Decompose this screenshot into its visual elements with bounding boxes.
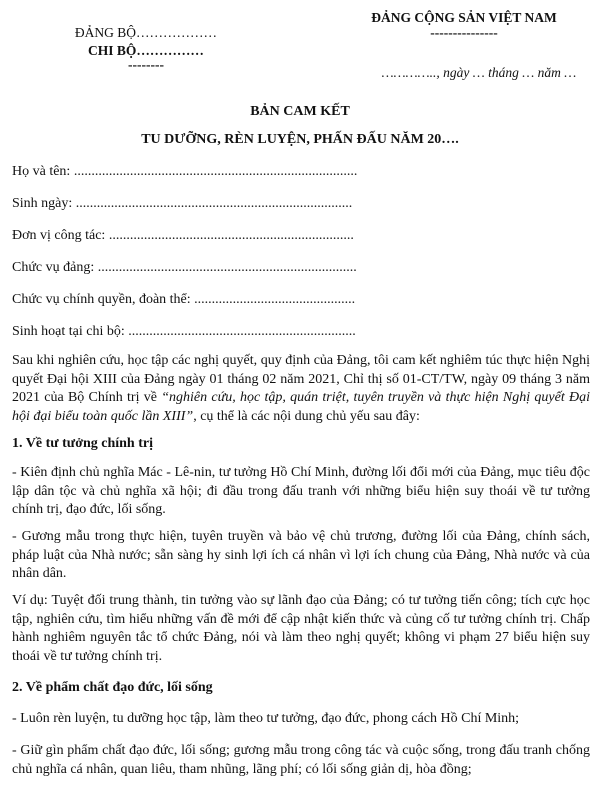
header-right-divider: ---------------: [430, 25, 498, 40]
field-full-name: Họ và tên: .................................................................................: [12, 164, 358, 179]
field-party-position: Chức vụ đảng: ..........................................................................: [12, 260, 357, 275]
header-left-divider: --------: [128, 57, 164, 72]
document-title: BẢN CAM KẾT: [250, 104, 350, 119]
section-2-heading: 2. Về phẩm chất đạo đức, lối sống: [12, 680, 213, 695]
section-1-heading: 1. Về tư tưởng chính trị: [12, 436, 153, 451]
intro-text-after: , cụ thể là các nội dung chủ yếu sau đây:: [193, 408, 420, 424]
field-work-unit: Đơn vị công tác: ......................................................................: [12, 228, 354, 243]
party-name: ĐẢNG CỘNG SẢN VIỆT NAM: [371, 10, 557, 25]
field-cell-membership: Sinh hoạt tại chi bộ: .................................................................: [12, 324, 356, 339]
party-cell-line: CHI BỘ……………: [88, 43, 204, 58]
field-date-of-birth: Sinh ngày: ...............................................................................: [12, 196, 353, 211]
section-2-paragraph-2: - Giữ gìn phẩm chất đạo đức, lối sống; gương mẫu trong công tác và cuộc sống, trong đấu tranh chống chủ nghĩa cá nhân, quan liêu, tham nhũng, lãng phí; có lối sống giản dị, hòa đồng;: [12, 743, 590, 777]
section-1-paragraph-2: - Gương mẫu trong thực hiện, tuyên truyền và bảo vệ chủ trương, đường lối của Đảng, chính sách, pháp luật của Nhà nước; sẵn sàng hy sinh lợi ích cá nhân vì lợi ích chung của Đảng, Nhà nước và của nhân dân.: [12, 529, 590, 581]
intro-paragraph: [12, 352, 590, 426]
party-committee-line: ĐẢNG BỘ………………: [74, 25, 218, 40]
section-1-example-paragraph: Ví dụ: Tuyệt đối trung thành, tin tưởng vào sự lãnh đạo của Đảng; có tư tưởng tiến công; tích cực học tập, nghiên cứu, tìm hiểu những vấn đề mới để cập nhật kiến thức và củng cố tư tưởng chính trị. Chấp hành nghiêm nguyên tắc tổ chức Đảng, nói và làm theo nghị quyết; không vi phạm 27 biểu hiện suy thoái về tư tưởng chính trị.: [12, 593, 590, 664]
document-subtitle: TU DƯỠNG, RÈN LUYỆN, PHẤN ĐẤU NĂM 20….: [141, 132, 459, 147]
intro-text-before: Sau khi nghiên cứu, học tập các nghị quyết, quy định của Đảng, tôi cam kết nghiêm túc thực hiện Nghị quyết Đại hội XIII của Đảng ngày 01 tháng 02 năm 2021, Chỉ thị số 01-CT/TW, ngày 09 tháng 3 năm 2021 của Bộ Chính trị về: [12, 353, 590, 405]
intro-directive-title: “nghiên cứu, học tập, quán triệt, tuyên truyền và thực hiện Nghị quyết Đại hội đại biểu toàn quốc lần XIII”: [12, 390, 591, 424]
field-government-position: Chức vụ chính quyền, đoàn thể: ..............................................: [12, 292, 356, 307]
place-date-line: ………….., ngày … tháng … năm …: [381, 65, 577, 80]
section-1-paragraph-1: - Kiên định chủ nghĩa Mác - Lê-nin, tư tưởng Hồ Chí Minh, đường lối đổi mới của Đảng, mục tiêu độc lập dân tộc và chủ nghĩa xã hội; đi đầu trong đấu tranh với những biểu hiện suy thoái về tư tưởng chính trị, đạo đức, lối sống.: [12, 465, 590, 517]
section-2-paragraph-1: - Luôn rèn luyện, tu dưỡng học tập, làm theo tư tưởng, đạo đức, phong cách Hồ Chí Minh;: [12, 711, 520, 726]
